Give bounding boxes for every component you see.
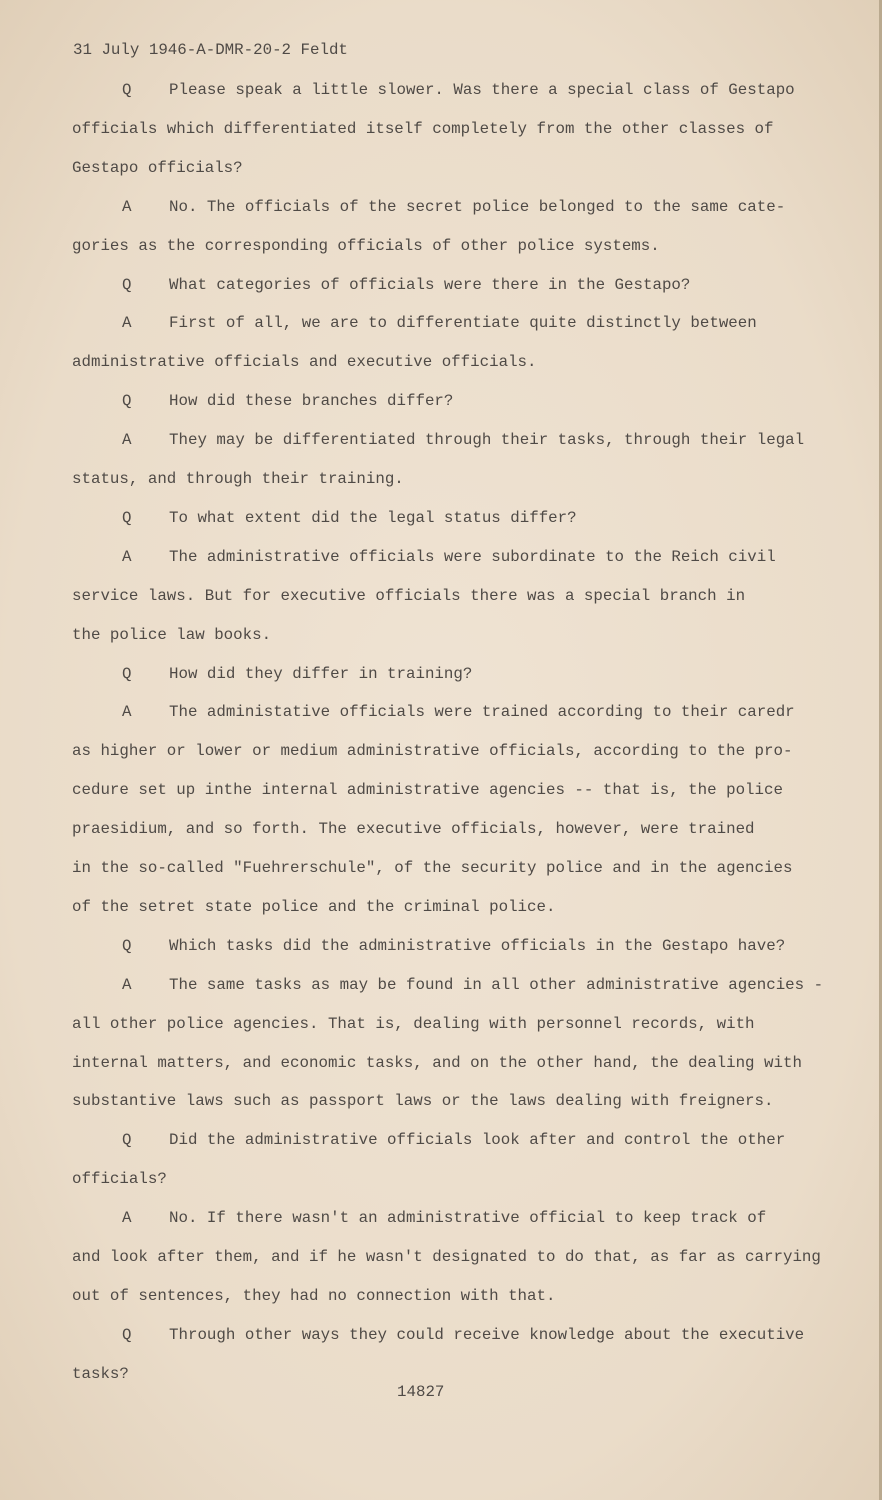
transcript-line: out of sentences, they had no connection with that.: [72, 1286, 556, 1305]
speaker-label: A: [122, 547, 132, 566]
transcript-line: No. The officials of the secret police belonged to the same cate-: [169, 197, 786, 216]
speaker-label: A: [122, 703, 132, 722]
speaker-label: A: [122, 431, 132, 450]
transcript-line: First of all, we are to differentiate quite distinctly between: [169, 314, 757, 333]
transcript-line: Did the administrative officials look after and control the other: [169, 1131, 786, 1150]
transcript-line: praesidium, and so forth. The executive officials, however, were trained: [72, 820, 755, 839]
page-number: 14827: [397, 1383, 445, 1401]
transcript-line: and look after them, and if he wasn't designated to do that, as far as carrying: [72, 1248, 821, 1266]
speaker-label: Q: [122, 1131, 132, 1150]
speaker-label: A: [122, 975, 132, 994]
speaker-label: A: [122, 197, 132, 216]
transcript-line: How did they differ in training?: [169, 664, 473, 683]
transcript-line: To what extent did the legal status differ?: [169, 508, 577, 527]
transcript-line: officials which differentiated itself completely from the other classes of: [72, 119, 774, 138]
transcript-line: officials?: [72, 1170, 167, 1189]
transcript-line: service laws. But for executive officials there was a special branch in: [72, 586, 746, 605]
speaker-label: Q: [122, 81, 132, 99]
transcript-line: cedure set up inthe internal administrative agencies -- that is, the police: [72, 781, 783, 800]
transcript-line: gories as the corresponding officials of other police systems.: [72, 236, 660, 255]
transcript-line: all other police agencies. That is, dealing with personnel records, with: [72, 1014, 755, 1033]
transcript-line: as higher or lower or medium administrative officials, according to the pro-: [72, 742, 793, 761]
transcript-line: administrative officials and executive officials.: [72, 353, 537, 372]
transcript-line: tasks?: [72, 1364, 129, 1383]
transcript-line: What categories of officials were there in the Gestapo?: [169, 275, 691, 294]
transcript-line: How did these branches differ?: [169, 392, 454, 411]
transcript-line: No. If there wasn't an administrative official to keep track of: [169, 1209, 767, 1228]
speaker-label: Q: [122, 508, 132, 527]
transcript-line: Gestapo officials?: [72, 158, 243, 177]
speaker-label: Q: [122, 664, 132, 683]
transcript-line: Through other ways they could receive knowledge about the executive: [169, 1325, 805, 1344]
speaker-label: Q: [122, 275, 132, 294]
transcript-line: in the so-called "Fuehrerschule", of the security police and in the agencies: [72, 859, 793, 877]
transcript-line: status, and through their training.: [72, 470, 404, 488]
document-header: 31 July 1946-A-DMR-20-2 Feldt: [73, 41, 348, 59]
transcript-line: internal matters, and economic tasks, and on the other hand, the dealing with: [72, 1053, 802, 1072]
transcript-line: The same tasks as may be found in all other administrative agencies -: [169, 975, 824, 994]
speaker-label: Q: [122, 392, 132, 411]
transcript-line: Which tasks did the administrative officials in the Gestapo have?: [169, 936, 786, 955]
speaker-label: Q: [122, 1325, 132, 1344]
speaker-label: A: [122, 1209, 132, 1228]
transcript-line: substantive laws such as passport laws or the laws dealing with freigners.: [72, 1092, 774, 1111]
transcript-line: the police law books.: [72, 625, 272, 644]
transcript-line: of the setret state police and the criminal police.: [72, 897, 556, 916]
speaker-label: Q: [122, 936, 132, 955]
transcript-line: The administrative officials were subordinate to the Reich civil: [169, 547, 776, 566]
transcript-line: Please speak a little slower. Was there a special class of Gestapo: [169, 81, 795, 99]
transcript-line: They may be differentiated through their tasks, through their legal: [169, 431, 805, 450]
transcript-line: The administative officials were trained according to their caredr: [169, 703, 795, 722]
speaker-label: A: [122, 314, 132, 333]
